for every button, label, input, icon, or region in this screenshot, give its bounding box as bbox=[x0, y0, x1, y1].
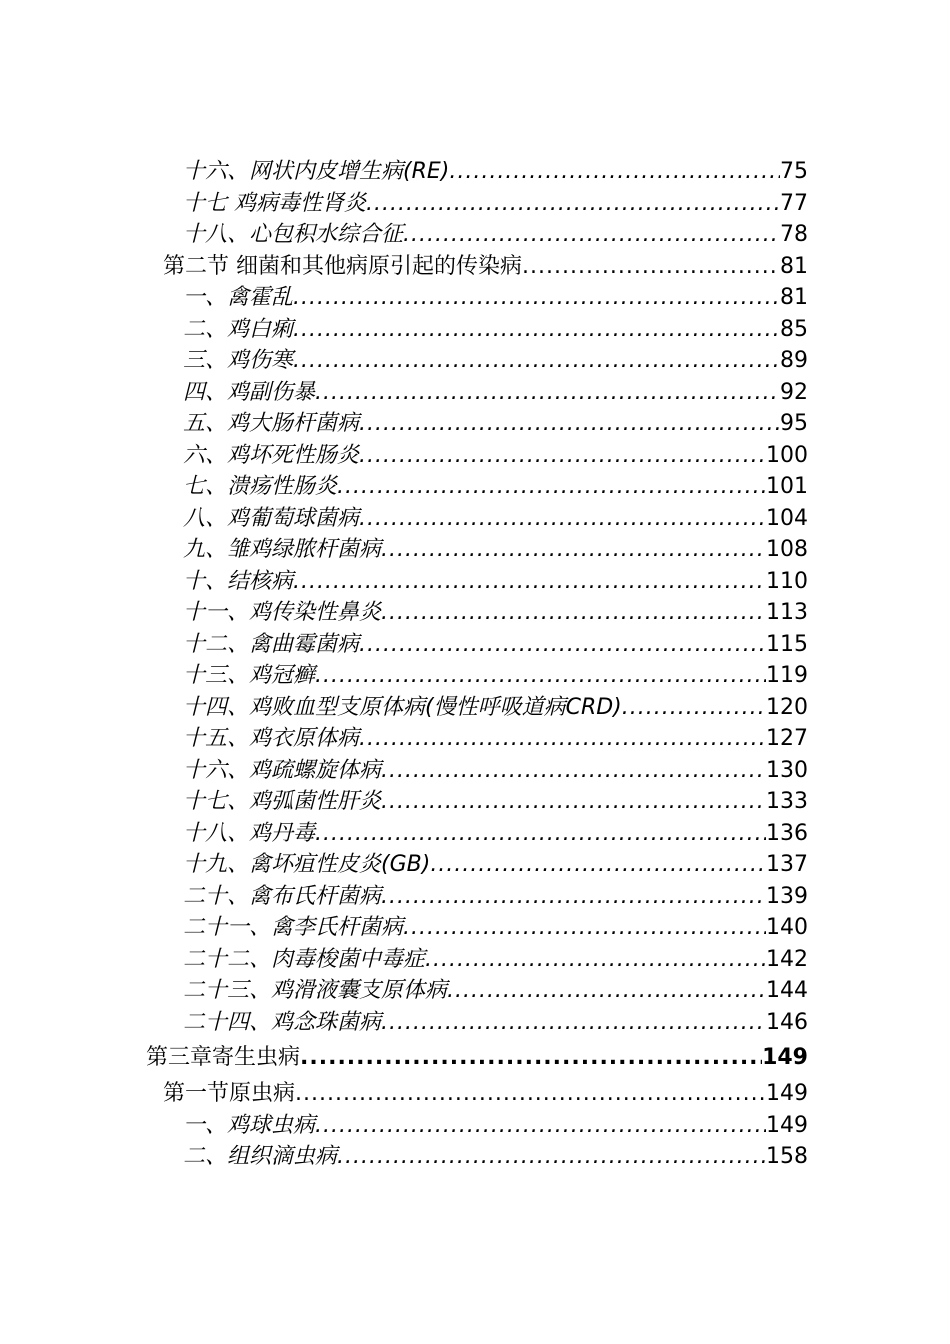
toc-dot-leader bbox=[315, 818, 766, 850]
toc-entry-page-number: 120 bbox=[766, 694, 808, 720]
toc-dot-leader bbox=[293, 566, 766, 598]
toc-dot-leader bbox=[293, 282, 780, 314]
toc-entry[interactable] bbox=[0, 786, 950, 818]
toc-dot-leader bbox=[359, 503, 766, 535]
toc-entry-title: 九、雏鸡绿脓杆菌病 bbox=[183, 537, 382, 562]
toc-entry-title: 二、鸡白痢 bbox=[183, 316, 294, 342]
toc-dot-leader bbox=[522, 251, 780, 283]
toc-entry-page-number: 136 bbox=[766, 820, 808, 846]
toc-entry-page-number: 130 bbox=[766, 757, 808, 783]
toc-entry-page-number: 127 bbox=[766, 726, 808, 751]
toc-entry[interactable] bbox=[0, 219, 950, 251]
toc-entry[interactable] bbox=[0, 534, 950, 566]
toc-entry-title: 十七、鸡弧菌性肝炎 bbox=[183, 789, 382, 814]
toc-entry-title: 二、组织滴虫病 bbox=[183, 1144, 338, 1169]
toc-dot-leader bbox=[359, 408, 780, 440]
toc-entry-title: 三、鸡伤寒 bbox=[183, 348, 294, 373]
toc-dot-leader bbox=[403, 912, 766, 944]
toc-entry[interactable] bbox=[0, 912, 950, 944]
toc-entry-page-number: 133 bbox=[766, 789, 808, 814]
toc-entry[interactable] bbox=[0, 1038, 950, 1078]
toc-entry-title: 七、溃疡性肠炎 bbox=[183, 474, 338, 499]
toc-entry[interactable] bbox=[0, 755, 950, 787]
toc-entry-title: 五、鸡大肠杆菌病 bbox=[183, 411, 360, 436]
toc-dot-leader bbox=[359, 629, 766, 661]
toc-entry-title: 十八、鸡丹毒 bbox=[183, 820, 316, 846]
toc-entry[interactable] bbox=[0, 881, 950, 913]
toc-entry-page-number: 101 bbox=[766, 474, 808, 499]
toc-dot-leader bbox=[449, 156, 780, 188]
toc-entry-title: 二十一、禽李氏杆菌病 bbox=[183, 915, 404, 940]
toc-entry-page-number: 75 bbox=[780, 159, 808, 184]
toc-entry[interactable] bbox=[0, 849, 950, 881]
toc-entry-page-number: 137 bbox=[766, 852, 808, 877]
toc-entry-title: 四、鸡副伤暴 bbox=[183, 379, 316, 405]
toc-entry-page-number: 77 bbox=[780, 190, 808, 216]
toc-entry-title: 十四、鸡败血型支原体病(慢性呼吸道病CRD) bbox=[183, 694, 622, 720]
toc-entry-title: 第二节 细菌和其他病原引起的传染病 bbox=[163, 253, 522, 279]
toc-entry-page-number: 140 bbox=[766, 915, 808, 940]
toc-dot-leader bbox=[381, 1007, 766, 1039]
toc-entry-title: 十三、鸡冠癣 bbox=[183, 663, 316, 688]
toc-entry-page-number: 158 bbox=[766, 1144, 808, 1169]
toc-entry-title: 二十、禽布氏杆菌病 bbox=[183, 883, 382, 909]
toc-entry[interactable] bbox=[0, 944, 950, 976]
toc-entry-title: 二十二、肉毒梭菌中毒症 bbox=[183, 946, 426, 972]
toc-entry-page-number: 149 bbox=[766, 1081, 808, 1106]
toc-entry-page-number: 95 bbox=[780, 411, 808, 436]
toc-dot-leader bbox=[403, 219, 780, 251]
toc-entry-title: 十九、禽坏疽性皮炎(GB) bbox=[183, 852, 431, 877]
toc-dot-leader bbox=[337, 471, 766, 503]
toc-entry-page-number: 92 bbox=[780, 379, 808, 405]
toc-dot-leader bbox=[430, 849, 766, 881]
toc-entry[interactable] bbox=[0, 1110, 950, 1142]
toc-entry[interactable] bbox=[0, 156, 950, 188]
toc-dot-leader bbox=[381, 786, 766, 818]
toc-entry-page-number: 149 bbox=[766, 1112, 808, 1138]
toc-entry-title: 六、鸡坏死性肠炎 bbox=[183, 442, 360, 468]
toc-dot-leader bbox=[315, 1110, 766, 1142]
toc-entry-title: 二十三、鸡滑液囊支原体病 bbox=[183, 978, 448, 1003]
toc-entry[interactable] bbox=[0, 314, 950, 346]
toc-dot-leader bbox=[381, 534, 766, 566]
toc-entry-page-number: 149 bbox=[762, 1045, 808, 1070]
toc-entry-page-number: 104 bbox=[766, 505, 808, 531]
toc-entry-page-number: 144 bbox=[766, 978, 808, 1003]
toc-entry-page-number: 115 bbox=[766, 631, 808, 657]
toc-dot-leader bbox=[366, 188, 780, 220]
toc-entry-title: 十六、鸡疏螺旋体病 bbox=[183, 757, 382, 783]
toc-entry-page-number: 78 bbox=[780, 222, 808, 247]
toc-entry[interactable] bbox=[0, 188, 950, 220]
toc-entry[interactable] bbox=[0, 503, 950, 535]
toc-entry-title: 十八、心包积水综合征 bbox=[183, 222, 404, 247]
toc-dot-leader bbox=[381, 881, 766, 913]
toc-dot-leader bbox=[293, 345, 780, 377]
toc-entry[interactable] bbox=[0, 1141, 950, 1173]
toc-entry[interactable] bbox=[0, 1078, 950, 1110]
toc-entry[interactable] bbox=[0, 723, 950, 755]
toc-entry-title: 第三章寄生虫病 bbox=[146, 1045, 301, 1070]
toc-entry[interactable] bbox=[0, 408, 950, 440]
toc-entry-page-number: 146 bbox=[766, 1009, 808, 1035]
toc-entry-page-number: 81 bbox=[780, 253, 808, 279]
toc-entry[interactable] bbox=[0, 345, 950, 377]
toc-entry-title: 十七 鸡病毒性肾炎 bbox=[183, 190, 366, 216]
toc-dot-leader bbox=[447, 975, 766, 1007]
toc-entry-title: 一、禽霍乱 bbox=[183, 285, 294, 310]
toc-dot-leader bbox=[622, 692, 766, 724]
toc-dot-leader bbox=[300, 1038, 762, 1078]
toc-entry-title: 二十四、鸡念珠菌病 bbox=[183, 1009, 382, 1035]
toc-entry[interactable] bbox=[0, 597, 950, 629]
toc-entry-page-number: 81 bbox=[780, 285, 808, 310]
toc-entry-page-number: 100 bbox=[766, 442, 808, 468]
toc-entry-title: 十五、鸡衣原体病 bbox=[183, 726, 360, 751]
toc-entry[interactable] bbox=[0, 440, 950, 472]
toc-dot-leader bbox=[381, 597, 766, 629]
toc-dot-leader bbox=[315, 660, 766, 692]
toc-dot-leader bbox=[315, 377, 780, 409]
toc-entry[interactable] bbox=[0, 282, 950, 314]
toc-entry[interactable] bbox=[0, 251, 950, 283]
toc-entry-page-number: 108 bbox=[766, 537, 808, 562]
toc-dot-leader bbox=[359, 440, 766, 472]
toc-entry-page-number: 119 bbox=[766, 663, 808, 688]
toc-entry-title: 十六、网状内皮增生病(RE) bbox=[183, 159, 450, 184]
table-of-contents bbox=[0, 156, 950, 1173]
toc-dot-leader bbox=[381, 755, 766, 787]
toc-entry[interactable] bbox=[0, 660, 950, 692]
toc-entry-title: 八、鸡葡萄球菌病 bbox=[183, 505, 360, 531]
toc-entry[interactable] bbox=[0, 818, 950, 850]
toc-entry-page-number: 139 bbox=[766, 883, 808, 909]
toc-entry[interactable] bbox=[0, 1007, 950, 1039]
toc-entry-page-number: 142 bbox=[766, 946, 808, 972]
toc-entry[interactable] bbox=[0, 566, 950, 598]
toc-entry-page-number: 113 bbox=[766, 600, 808, 625]
toc-entry-title: 第一节原虫病 bbox=[163, 1081, 296, 1106]
toc-entry-title: 一、鸡球虫病 bbox=[183, 1112, 316, 1138]
toc-dot-leader bbox=[359, 723, 766, 755]
toc-dot-leader bbox=[293, 314, 780, 346]
toc-dot-leader bbox=[425, 944, 766, 976]
toc-entry[interactable] bbox=[0, 692, 950, 724]
toc-dot-leader bbox=[295, 1078, 766, 1110]
toc-entry[interactable] bbox=[0, 629, 950, 661]
toc-entry-page-number: 89 bbox=[780, 348, 808, 373]
toc-entry-title: 十二、禽曲霉菌病 bbox=[183, 631, 360, 657]
toc-entry-title: 十、结核病 bbox=[183, 568, 294, 594]
toc-entry[interactable] bbox=[0, 975, 950, 1007]
toc-entry-page-number: 110 bbox=[766, 568, 808, 594]
toc-dot-leader bbox=[337, 1141, 766, 1173]
toc-entry-title: 十一、鸡传染性鼻炎 bbox=[183, 600, 382, 625]
toc-entry[interactable] bbox=[0, 377, 950, 409]
toc-entry[interactable] bbox=[0, 471, 950, 503]
toc-entry-page-number: 85 bbox=[780, 316, 808, 342]
